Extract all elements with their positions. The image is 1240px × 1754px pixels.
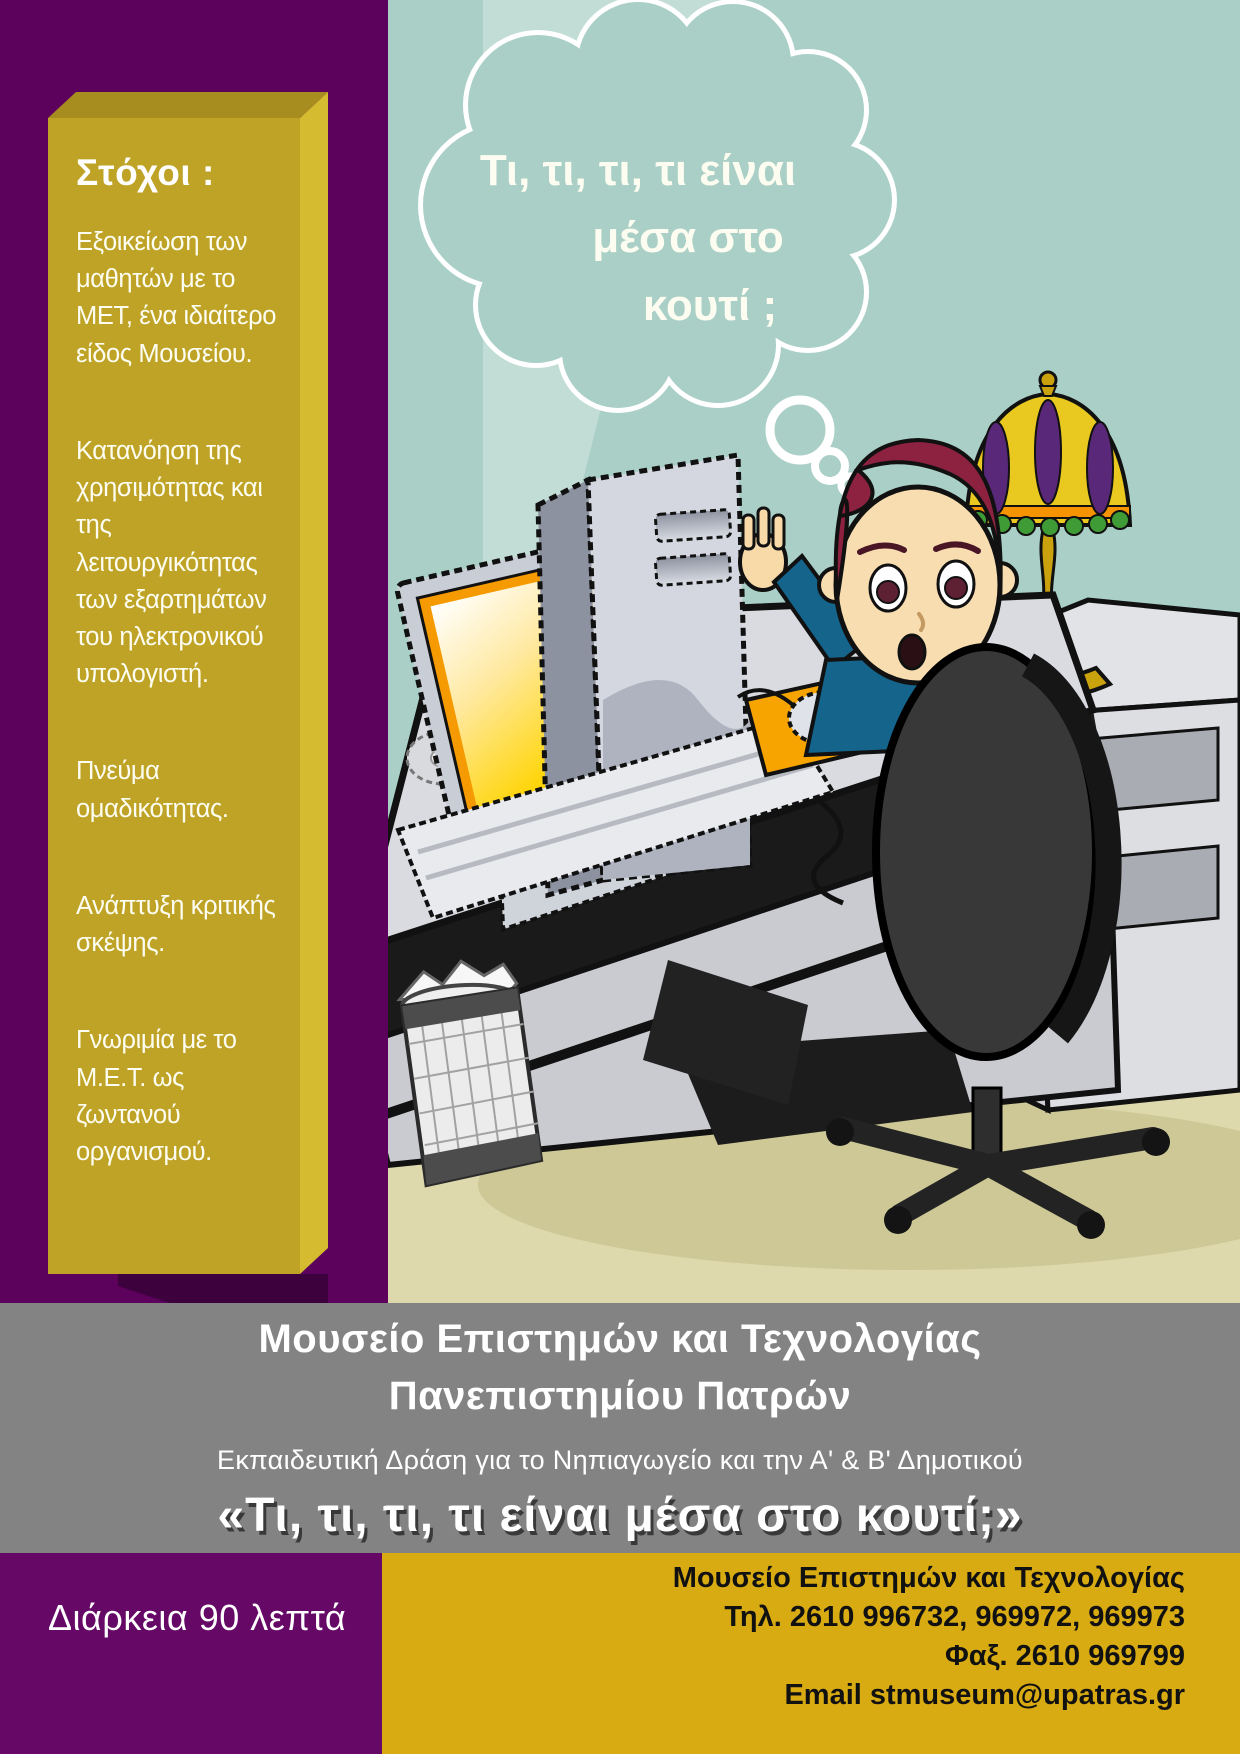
- goals-box-top-bevel: [48, 92, 328, 118]
- goals-box-front: [48, 118, 300, 1274]
- contact-fax: Φαξ. 2610 969799: [944, 1640, 1185, 1672]
- goal-item: Πνεύμα ομαδικότητας.: [76, 757, 229, 823]
- sidebar: [0, 0, 388, 1303]
- activity-title: «Τι, τι, τι, τι είναι μέσα στο κουτί;»: [217, 1489, 1023, 1542]
- bubble-line-1: Τι, τι, τι, τι είναι: [479, 146, 797, 195]
- bubble-line-2: μέσα στο: [592, 213, 784, 262]
- contact-block: [673, 1559, 1185, 1715]
- scene-svg: [388, 0, 1240, 1303]
- goals-heading: Στόχοι :: [76, 152, 215, 193]
- footer: [0, 1553, 1240, 1754]
- goals-box: [48, 92, 378, 1307]
- goal-item: Εξοικείωση των μαθητών με το ΜΕΤ, ένα ιδιαίτερο είδος Μουσείου.: [76, 228, 277, 368]
- goals-box-right-bevel: [300, 92, 328, 1274]
- museum-title-line2: Πανεπιστημίου Πατρών: [388, 1374, 852, 1418]
- goal-item: Κατανόηση της χρησιμότητας και της λειτουργικότητας των εξαρτημάτων του ηλεκτρονικού υπολογιστή.: [76, 436, 267, 689]
- contact-phone: Τηλ. 2610 996732, 969972, 969973: [724, 1601, 1185, 1633]
- boy-mouth: [899, 635, 925, 669]
- goal-item: Γνωριμία με το Μ.Ε.Τ. ως ζωντανού οργανισμού.: [76, 1026, 237, 1166]
- banner-subtitle: Εκπαιδευτική Δράση για το Νηπιαγωγείο και την Α' & Β' Δημοτικού: [217, 1445, 1023, 1475]
- banner: [0, 1303, 1240, 1553]
- bubble-line-3: κουτί ;: [642, 281, 778, 330]
- contact-organization: Μουσείο Επιστημών και Τεχνολογίας: [672, 1562, 1185, 1594]
- museum-title-line1: Μουσείο Επιστημών και Τεχνολογίας: [258, 1317, 982, 1361]
- contact-email: Email stmuseum@upatras.gr: [784, 1679, 1185, 1711]
- scene-illustration: [388, 0, 1240, 1303]
- bubble-trail-2: [815, 451, 845, 481]
- goals-box-shadow: [118, 1274, 328, 1304]
- goal-item: Ανάπτυξη κριτικής σκέψης.: [76, 891, 276, 958]
- duration-block: [0, 1553, 382, 1754]
- duration-label: Διάρκεια 90 λεπτά: [48, 1597, 347, 1638]
